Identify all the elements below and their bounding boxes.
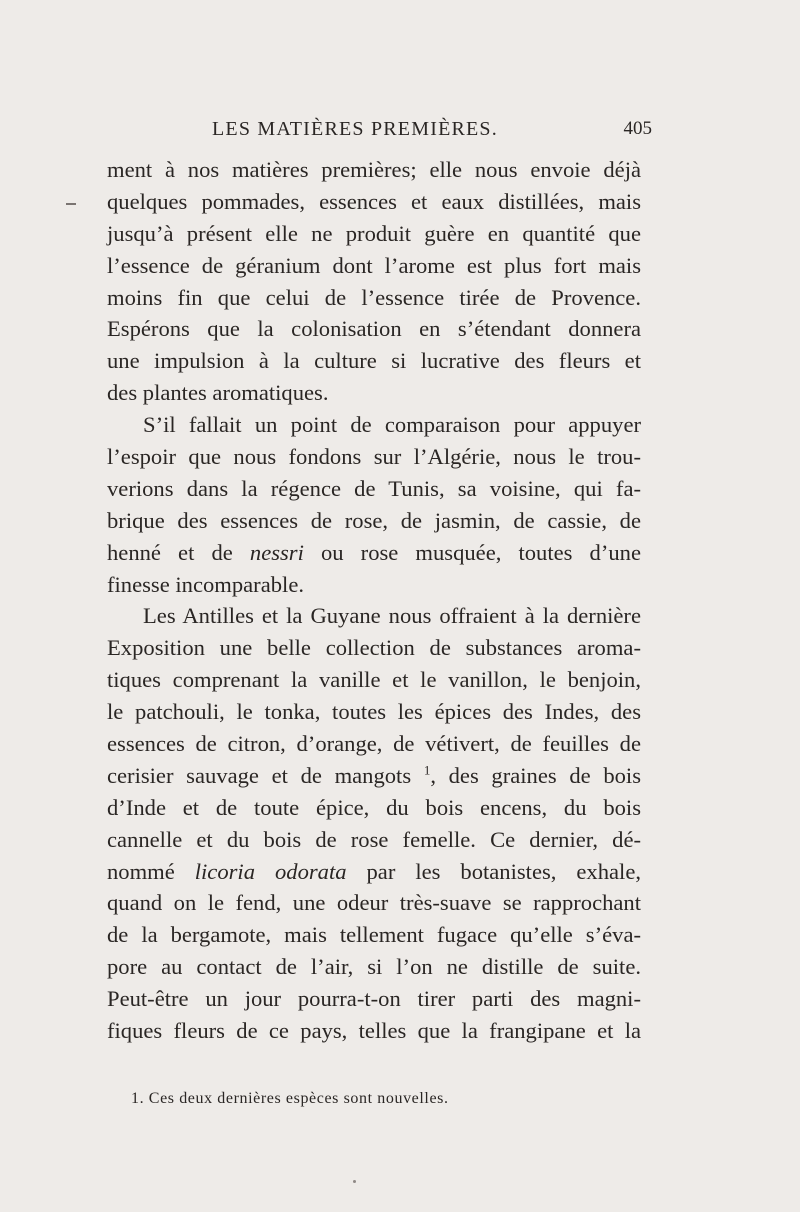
body-text [107,154,641,1047]
text-line: des plantes aromatiques. [107,380,329,406]
margin-mark [66,203,76,205]
text-line: Peut-être un jour pourra-t-on tirer parti des magni- [107,986,641,1012]
text-line [107,760,641,792]
text-line: tiques comprenant la vanille et le vanillon, le benjoin, [107,667,641,693]
text-line: quand on le fend, une odeur très-suave se rapprochant [107,890,641,916]
footnote-marker: 1 [423,762,431,778]
text-segment: nommé [107,858,195,884]
text-line: cannelle et du bois de rose femelle. Ce dernier, dé- [107,826,641,852]
text-segment: par les botanistes, exhale, [346,858,641,884]
text-line: fiques fleurs de ce pays, telles que la frangipane et la [107,1018,641,1044]
page-header [212,118,652,148]
text-line: S’il fallait un point de comparaison pour appuyer [143,412,641,438]
text-line [107,537,641,569]
text-line [107,856,641,888]
text-segment: henné et de [107,539,250,565]
text-segment: cerisier sauvage et de mangots [107,762,424,788]
text-segment: , des graines de bois [430,762,642,788]
text-line: finesse incomparable. [107,571,304,597]
text-line: ment à nos matières premières; elle nous envoie déjà [107,157,641,182]
text-line: d’Inde et de toute épice, du bois encens, du bois [107,794,641,820]
text-line: Les Antilles et la Guyane nous offraient à la dernière [143,603,641,629]
text-line: de la bergamote, mais tellement fugace qu’elle s’éva- [107,922,641,948]
text-line: moins fin que celui de l’essence tirée de Provence. [107,284,641,310]
text-line: brique des essences de rose, de jasmin, de cassie, de [107,507,641,533]
text-line: essences de citron, d’orange, de vétivert, de feuilles de [107,731,641,757]
text-line: quelques pommades, essences et eaux distillées, mais [107,188,641,214]
footnote: 1. Ces deux dernières espèces sont nouvelles. [131,1090,449,1107]
running-title: LES MATIÈRES PREMIÈRES. [212,118,498,140]
text-segment: ou rose musquée, toutes d’une [303,539,641,565]
italic-term: licoria odorata [194,858,347,884]
text-line: le patchouli, le tonka, toutes les épices des Indes, des [107,699,641,725]
text-line: Espérons que la colonisation en s’étendant donnera [107,316,641,342]
text-line: jusqu’à présent elle ne produit guère en quantité que [107,220,641,246]
italic-term: nessri [249,539,304,565]
text-line: verions dans la régence de Tunis, sa voisine, qui fa- [107,475,641,501]
text-line: une impulsion à la culture si lucrative des fleurs et [107,348,641,374]
text-line: pore au contact de l’air, si l’on ne distille de suite. [107,954,641,980]
paper-speck [353,1180,356,1183]
page-number: 405 [623,118,652,139]
text-line: l’espoir que nous fondons sur l’Algérie, nous le trou- [107,444,641,470]
text-line: Exposition une belle collection de substances aroma- [107,635,641,661]
text-line: l’essence de géranium dont l’arome est plus fort mais [107,252,641,278]
